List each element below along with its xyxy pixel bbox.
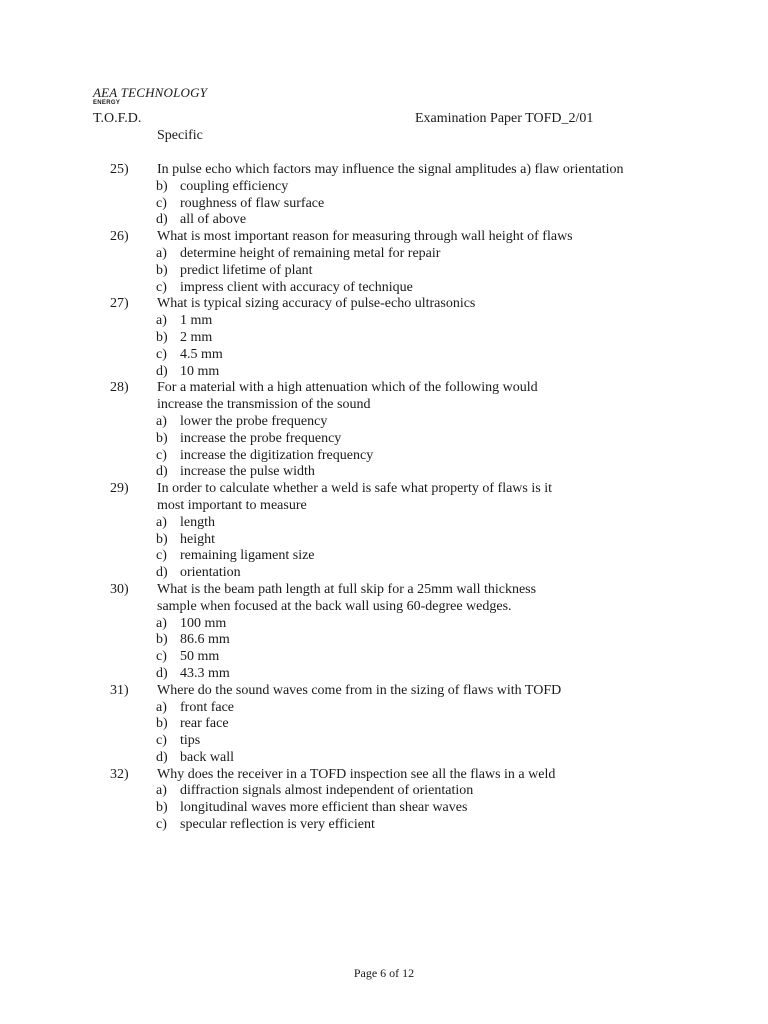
option-letter: c) <box>156 548 167 564</box>
option-text: 100 mm <box>180 615 227 631</box>
question-item <box>0 162 768 229</box>
answer-option <box>0 431 768 448</box>
option-letter: b) <box>156 632 168 648</box>
question-line <box>0 162 768 179</box>
question-text: In pulse echo which factors may influence the signal amplitudes a) flaw orientation <box>157 162 624 177</box>
option-text: increase the digitization frequency <box>180 447 374 463</box>
question-item <box>0 481 768 582</box>
answer-option <box>0 212 768 229</box>
question-line <box>0 296 768 313</box>
option-letter: b) <box>156 531 168 547</box>
question-line <box>0 582 768 599</box>
question-number: 30) <box>110 581 129 597</box>
option-letter: b) <box>156 800 168 816</box>
answer-option <box>0 515 768 532</box>
option-letter: a) <box>156 313 167 329</box>
option-letter: a) <box>156 514 167 530</box>
question-text: Where do the sound waves come from in the sizing of flaws with TOFD <box>157 682 562 698</box>
option-letter: c) <box>156 447 167 463</box>
option-letter: d) <box>156 363 168 379</box>
option-text: increase the pulse width <box>180 464 315 480</box>
option-letter: c) <box>156 346 167 362</box>
option-letter: c) <box>156 195 167 211</box>
option-letter: a) <box>156 615 167 631</box>
answer-option <box>0 817 768 834</box>
answer-option <box>0 666 768 683</box>
question-text: In order to calculate whether a weld is safe what property of flaws is it <box>157 481 552 497</box>
answer-option <box>0 800 768 817</box>
question-text: increase the transmission of the sound <box>157 397 371 413</box>
option-text: roughness of flaw surface <box>180 195 325 211</box>
logo-main-text: AEA TECHNOLOGY <box>93 85 208 100</box>
question-text: What is the beam path length at full skip for a 25mm wall thickness <box>157 581 537 597</box>
option-text: all of above <box>180 212 247 228</box>
answer-option <box>0 313 768 330</box>
option-text: predict lifetime of plant <box>180 262 313 278</box>
section-title: Specific <box>157 128 203 143</box>
question-item <box>0 296 768 380</box>
answer-option <box>0 280 768 297</box>
answer-option <box>0 733 768 750</box>
answer-option <box>0 783 768 800</box>
option-text: front face <box>180 699 235 715</box>
question-item <box>0 767 768 834</box>
option-letter: b) <box>156 716 168 732</box>
option-letter: d) <box>156 665 168 681</box>
question-item <box>0 229 768 296</box>
option-text: 50 mm <box>180 649 220 665</box>
option-text: longitudinal waves more efficient than shear waves <box>180 800 468 816</box>
question-number: 31) <box>110 682 129 698</box>
question-line <box>0 397 768 414</box>
option-letter: c) <box>156 733 167 749</box>
question-line <box>0 481 768 498</box>
answer-option <box>0 448 768 465</box>
answer-option <box>0 716 768 733</box>
question-line <box>0 498 768 515</box>
option-letter: c) <box>156 649 167 665</box>
option-letter: d) <box>156 464 168 480</box>
option-text: 43.3 mm <box>180 665 230 681</box>
paper-title: Examination Paper TOFD_2/01 <box>415 111 594 126</box>
answer-option <box>0 330 768 347</box>
answer-option <box>0 196 768 213</box>
option-text: back wall <box>180 749 235 765</box>
option-text: length <box>180 514 215 530</box>
question-item <box>0 380 768 481</box>
company-logo <box>93 86 207 106</box>
option-letter: a) <box>156 245 167 261</box>
page-number: Page 6 of 12 <box>353 966 415 980</box>
answer-option <box>0 347 768 364</box>
question-text: sample when focused at the back wall using 60-degree wedges. <box>157 598 512 614</box>
answer-option <box>0 565 768 582</box>
answer-option <box>0 700 768 717</box>
question-text: What is most important reason for measuring through wall height of flaws <box>157 229 573 245</box>
option-text: rear face <box>180 716 229 732</box>
answer-option <box>0 649 768 666</box>
option-letter: b) <box>156 262 168 278</box>
option-text: 2 mm <box>180 329 213 345</box>
option-letter: a) <box>156 413 167 429</box>
answer-option <box>0 750 768 767</box>
question-text: For a material with a high attenuation which of the following would <box>157 380 538 396</box>
question-number: 28) <box>110 380 129 396</box>
option-text: orientation <box>180 565 241 581</box>
answer-option <box>0 532 768 549</box>
question-text: What is typical sizing accuracy of pulse-echo ultrasonics <box>157 296 476 312</box>
option-text: tips <box>180 733 201 749</box>
option-text: increase the probe frequency <box>180 430 342 446</box>
answer-option <box>0 246 768 263</box>
option-letter: d) <box>156 212 168 228</box>
question-item <box>0 683 768 767</box>
answer-option <box>0 464 768 481</box>
option-text: diffraction signals almost independent of orientation <box>180 783 474 799</box>
option-text: 10 mm <box>180 363 220 379</box>
option-text: height <box>180 531 215 547</box>
question-list <box>0 162 768 834</box>
option-text: 86.6 mm <box>180 632 230 648</box>
answer-option <box>0 548 768 565</box>
option-letter: c) <box>156 817 167 833</box>
option-text: lower the probe frequency <box>180 413 328 429</box>
option-letter: d) <box>156 749 168 765</box>
question-line <box>0 229 768 246</box>
option-letter: b) <box>156 178 168 194</box>
question-number: 29) <box>110 481 129 497</box>
course-title: T.O.F.D. <box>93 111 142 126</box>
question-line <box>0 683 768 700</box>
answer-option <box>0 364 768 381</box>
question-number: 26) <box>110 229 129 245</box>
option-letter: b) <box>156 329 168 345</box>
question-item <box>0 582 768 683</box>
answer-option <box>0 179 768 196</box>
option-text: coupling efficiency <box>180 178 289 194</box>
answer-option <box>0 632 768 649</box>
answer-option <box>0 263 768 280</box>
option-letter: d) <box>156 565 168 581</box>
question-line <box>0 599 768 616</box>
question-number: 32) <box>110 766 129 782</box>
option-text: impress client with accuracy of technique <box>180 279 413 295</box>
question-line <box>0 767 768 784</box>
option-letter: c) <box>156 279 167 295</box>
option-text: specular reflection is very efficient <box>180 817 375 833</box>
question-line <box>0 380 768 397</box>
option-text: 4.5 mm <box>180 346 223 362</box>
answer-option <box>0 616 768 633</box>
option-text: 1 mm <box>180 313 213 329</box>
question-number: 25) <box>110 162 129 177</box>
option-letter: a) <box>156 699 167 715</box>
option-text: remaining ligament size <box>180 548 315 564</box>
logo-sub-text: ENERGY <box>93 100 121 106</box>
option-letter: a) <box>156 783 167 799</box>
option-text: determine height of remaining metal for repair <box>180 245 441 261</box>
answer-option <box>0 414 768 431</box>
question-number: 27) <box>110 296 129 312</box>
question-text: most important to measure <box>157 497 307 513</box>
question-text: Why does the receiver in a TOFD inspection see all the flaws in a weld <box>157 766 556 782</box>
option-letter: b) <box>156 430 168 446</box>
